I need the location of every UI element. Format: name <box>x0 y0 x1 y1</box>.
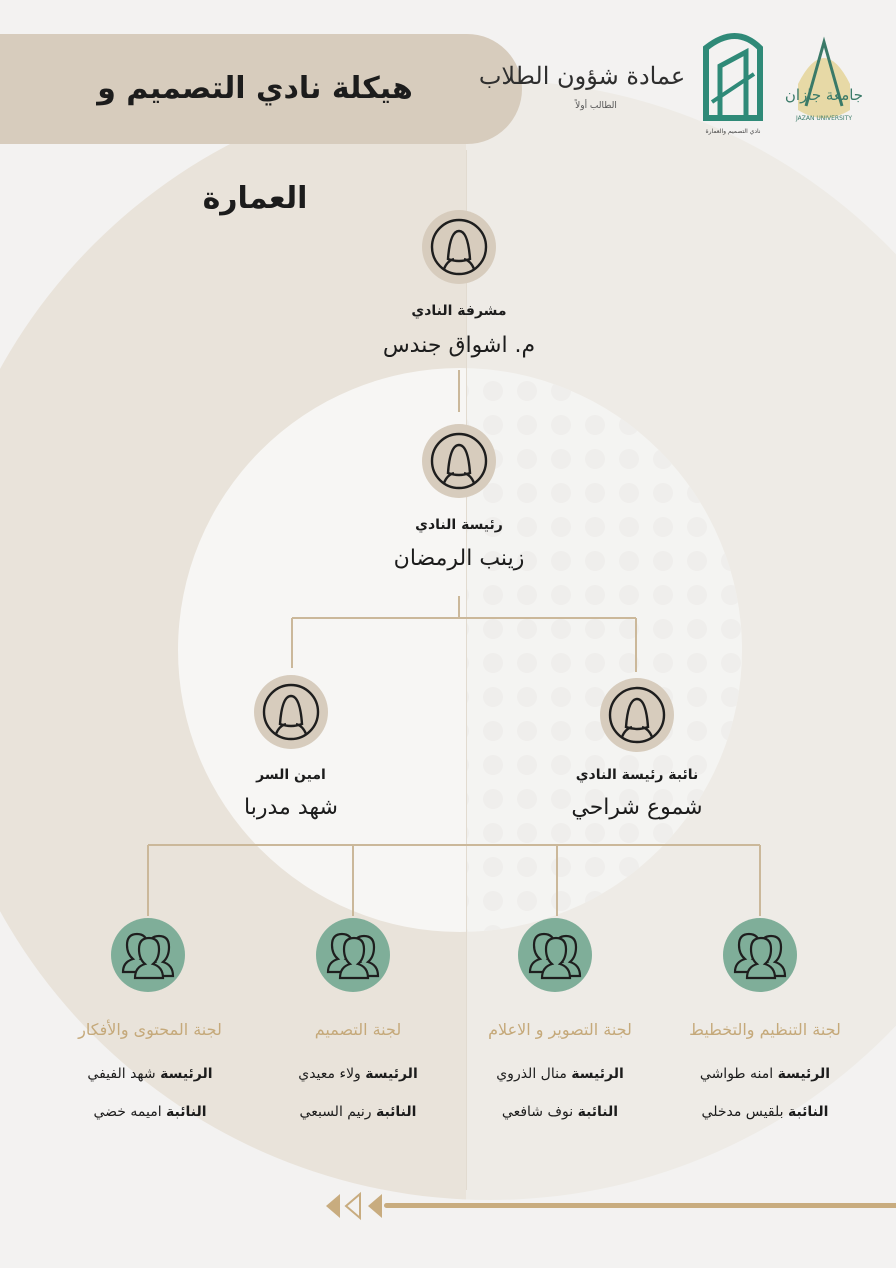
deputy-label: النائبة <box>577 1104 619 1120</box>
committee-deputy <box>455 1104 665 1120</box>
person-silhouette-icon <box>429 217 489 277</box>
head-label: الرئيسة <box>777 1066 831 1082</box>
triangle-arrows-icon <box>320 1192 392 1220</box>
group-silhouette-icon <box>522 928 588 982</box>
deputy-label: النائبة <box>375 1104 417 1120</box>
supervisor-name: م. اشواق جندس <box>382 333 536 358</box>
group-silhouette-icon <box>727 928 793 982</box>
club-logo-caption: نادي التصميم والعمارة <box>705 128 761 135</box>
university-logo-arabic: جامعة جازان <box>784 86 864 104</box>
footer-line <box>384 1203 896 1208</box>
head-name: امنه طواشي <box>699 1066 774 1082</box>
committee-title: لجنة المحتوى والأفكار <box>78 1020 222 1039</box>
committee-planning-icon <box>723 918 797 992</box>
university-logo-english: JAZAN UNIVERSITY <box>795 115 853 122</box>
deputy-label: النائبة <box>166 1104 207 1120</box>
committee-deputy <box>45 1104 255 1120</box>
person-silhouette-icon <box>429 431 489 491</box>
deputy-name: اميمه خضي <box>93 1104 162 1120</box>
president-avatar <box>422 424 496 498</box>
committee-head <box>455 1066 665 1082</box>
president-role: رئيسة النادي <box>415 517 503 533</box>
vice-president-role: نائبة رئيسة النادي <box>575 767 699 783</box>
deputy-label: النائبة <box>787 1104 829 1120</box>
person-silhouette-icon <box>261 682 321 742</box>
president-name: زينب الرمضان <box>393 546 525 571</box>
page-title: هيكلة نادي التصميم و العمارة <box>97 71 413 216</box>
committee-design-icon <box>316 918 390 992</box>
deputy-name: رنيم السبعي <box>299 1104 372 1120</box>
head-name: شهد الفيفي <box>87 1066 156 1082</box>
head-label: الرئيسة <box>365 1066 418 1082</box>
secretary-role: امين السر <box>256 767 326 783</box>
head-label: الرئيسة <box>571 1066 624 1082</box>
head-label: الرئيسة <box>160 1066 213 1082</box>
committee-deputy <box>253 1104 463 1120</box>
committee-title: لجنة التصوير و الاعلام <box>488 1020 632 1039</box>
group-silhouette-icon <box>115 928 181 982</box>
committee-head <box>253 1066 463 1082</box>
committee-title: لجنة التنظيم والتخطيط <box>689 1020 841 1039</box>
head-name: ولاء معيدي <box>298 1066 361 1082</box>
person-silhouette-icon <box>607 685 667 745</box>
secretary-name: شهد مدربا <box>244 795 338 820</box>
head-name: منال الذروي <box>496 1066 567 1082</box>
committee-deputy <box>660 1104 870 1120</box>
committee-head <box>45 1066 255 1082</box>
committee-title: لجنة التصميم <box>314 1020 402 1039</box>
deputy-name: بلقيس مدخلي <box>701 1104 784 1120</box>
deputy-name: نوف شافعي <box>501 1104 574 1120</box>
deanship-logo-text: عمادة شؤون الطلاب <box>478 62 686 90</box>
committee-media-icon <box>518 918 592 992</box>
vice-president-name: شموع شراحي <box>571 795 703 820</box>
secretary-avatar <box>254 675 328 749</box>
deanship-slogan: الطالب أولاً <box>575 101 617 111</box>
committee-head <box>660 1066 870 1082</box>
vice-president-avatar <box>600 678 674 752</box>
supervisor-avatar <box>422 210 496 284</box>
group-silhouette-icon <box>320 928 386 982</box>
committee-content-icon <box>111 918 185 992</box>
supervisor-role: مشرفة النادي <box>411 303 507 319</box>
